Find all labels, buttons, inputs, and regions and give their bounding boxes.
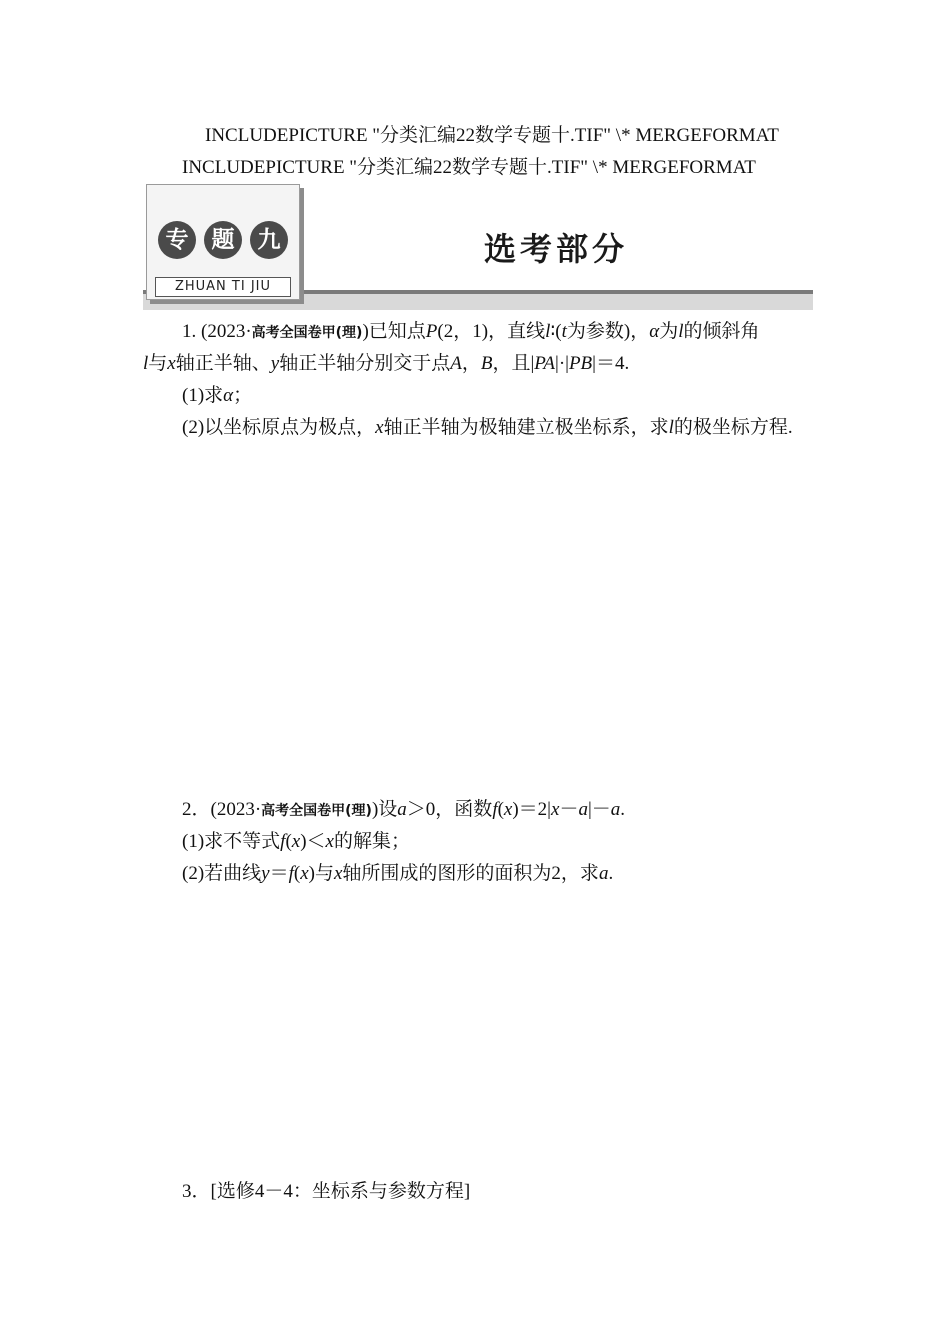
- problem-1-line-2: l与x轴正半轴、y轴正半轴分别交于点A，B，且|PA|·|PB|＝4.: [143, 353, 630, 374]
- problem-3-heading: [选修4－4：坐标系与参数方程]: [210, 1181, 471, 1202]
- problem-1-line-1: 1. (2023·高考全国卷甲(理))已知点P(2，1)，直线l∶(t为参数)，α为l的倾斜角: [182, 321, 760, 342]
- problem-number: 1: [182, 321, 192, 342]
- field-code-line-2: INCLUDEPICTURE "分类汇编22数学专题十.TIF" \* MERGEFORMAT: [182, 157, 756, 178]
- badge-pinyin: ZHUAN TI JIU: [155, 277, 291, 297]
- problem-year: 2023: [207, 321, 246, 342]
- problem-number: 2: [182, 799, 192, 820]
- badge-char-jiu: 九: [250, 221, 288, 259]
- badge-char-ti: 题: [204, 221, 242, 259]
- section-title: 选考部分: [484, 230, 629, 268]
- problem-source: 高考全国卷甲(理): [261, 803, 372, 819]
- problem-1-question-2: (2)以坐标原点为极点，x轴正半轴为极轴建立极坐标系，求l的极坐标方程.: [182, 417, 793, 438]
- problem-number: 3: [182, 1181, 192, 1202]
- field-code-line-1: INCLUDEPICTURE "分类汇编22数学专题十.TIF" \* MERGEFORMAT: [205, 125, 779, 146]
- problem-1-question-1: (1)求α；: [182, 385, 253, 406]
- badge-char-zhuan: 专: [158, 221, 196, 259]
- problem-source: 高考全国卷甲(理): [251, 325, 363, 341]
- topic-badge: [146, 184, 300, 300]
- problem-2-question-1: (1)求不等式f(x)＜x的解集；: [182, 831, 410, 852]
- problem-2-question-2: (2)若曲线y＝f(x)与x轴所围成的图形的面积为2，求a.: [182, 863, 614, 884]
- problem-2-line-1: 2．(2023·高考全国卷甲(理))设a＞0，函数f(x)＝2|x－a|－a.: [182, 799, 626, 820]
- problem-3-line-1: 3．[选修4－4：坐标系与参数方程]: [182, 1181, 471, 1202]
- problem-year: 2023: [216, 799, 255, 820]
